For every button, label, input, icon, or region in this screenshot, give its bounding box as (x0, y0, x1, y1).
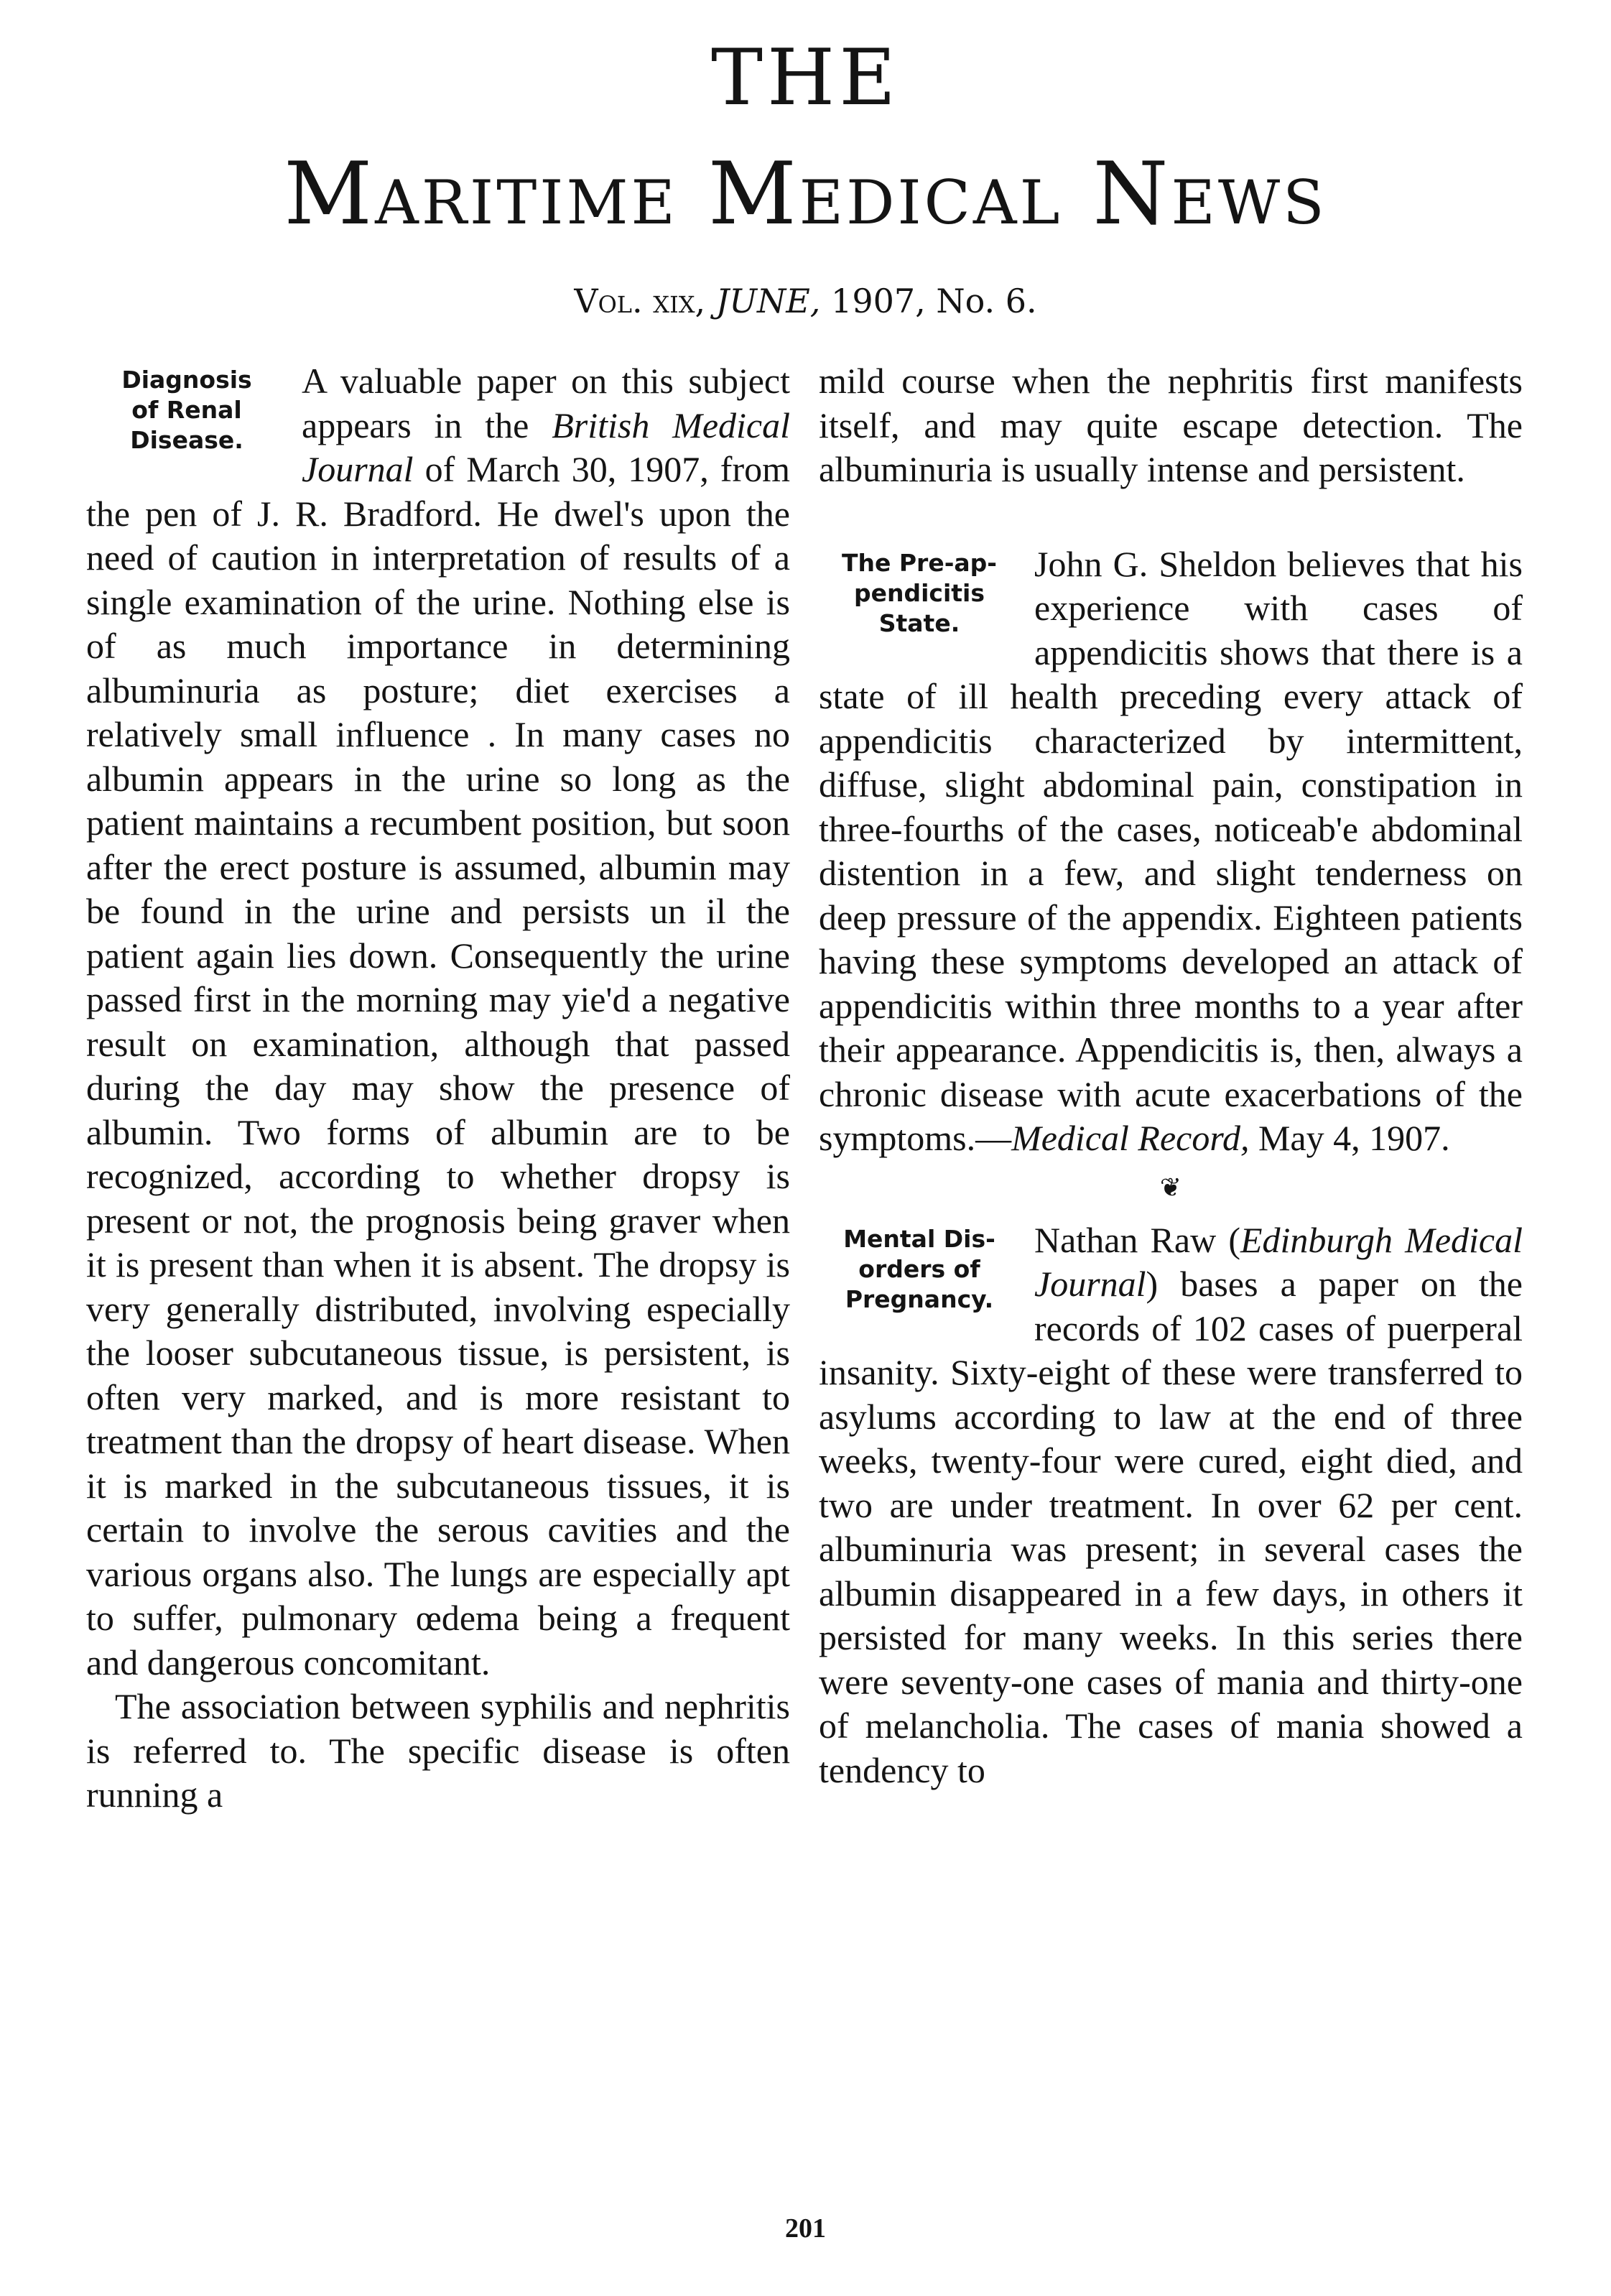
renal-paragraph-1 (86, 359, 790, 1685)
article-renal-continued (819, 359, 1523, 492)
issue-month: JUNE, (715, 282, 821, 320)
sidehead-line: Mental Dis- (843, 1224, 995, 1253)
issue-number: No. 6. (936, 282, 1037, 320)
page-number: 201 (785, 2213, 826, 2244)
right-column (819, 359, 1523, 1792)
article-pre-appendicitis (819, 542, 1523, 1161)
sidehead-renal-disease (86, 365, 287, 455)
sidehead-line: Disease. (130, 426, 243, 454)
appendicitis-source: Medical Record, (1011, 1118, 1250, 1158)
left-column (86, 359, 790, 1818)
issue-year: 1907, (831, 282, 926, 320)
renal-journal-title: British Medical Journal (302, 404, 790, 489)
fleuron-ornament: ❦ (1159, 1172, 1182, 1203)
sidehead-mental-disorders (819, 1224, 1020, 1315)
pregnancy-journal-title: Edinburgh Medical Journal (1034, 1219, 1523, 1304)
appendicitis-text: John G. Sheldon believes that his experience with cases of appendicitis shows that there is a state of ill health preceding every attack of appendicitis characterized by intermittent, diffuse, slight abdominal pain, constipation in three-fourths of the cases, noticeab'e abdominal distention in a few, and slight tenderness on deep pressure of the appendix. Eighteen patients having these symptoms developed an attack of appendicitis within three months to a year after their appearance. Appendicitis is, then, always a chronic disease with acute exacerbations of the symptoms.— (819, 543, 1523, 1158)
sidehead-line: orders of (858, 1254, 980, 1283)
sidehead-line: The Pre-ap- (842, 548, 997, 577)
masthead-title: Maritime Medical News (284, 144, 1327, 244)
pregnancy-author: Nathan Raw ( (1034, 1219, 1240, 1260)
article-renal-disease (86, 359, 790, 1818)
pregnancy-text: ) bases a paper on the records of 102 cases of puerperal insanity. Sixty-eight of these were transferred to asylums according to law at the end of three weeks, twenty-four were cured, eight died, and two are under treatment. In over 62 per cent. albuminuria was present; in several cases the albumin disappeared in a few days, in others it persisted for many weeks. In this series there were seventy-one cases of mania and thirty-one of melancholia. The cases of mania showed a tendency to (819, 1264, 1523, 1790)
article-mental-disorders-pregnancy (819, 1218, 1523, 1793)
sidehead-line: Pregnancy. (845, 1284, 994, 1313)
renal-text-a: A valuable paper on this subject appears in the (302, 361, 790, 445)
masthead-the: THE (710, 33, 901, 123)
sidehead-line: Diagnosis (121, 366, 252, 394)
issue-volume: Vol. xix, (574, 282, 706, 320)
sidehead-pre-appendicitis (819, 548, 1020, 639)
appendicitis-date: May 4, 1907. (1249, 1118, 1450, 1158)
sidehead-line: State. (878, 608, 960, 637)
renal-text-b: of March 30, 1907, from the pen of J. R. Bradford. He dwel's upon the need of caution in interpretation of results of a single examination of the urine. Nothing else is of as much importance in determining albuminuria as posture; diet exercises a relatively small influence . In many cases no albumin appears in the urine so long as the patient maintains a recumbent position, but soon after the erect posture is assumed, albumin may be found in the urine and persists un il the patient again lies down. Consequently the urine passed first in the morning may yie'd a negative result on examination, although that passed during the day may show the presence of albumin. Two forms of albumin are to be recognized, according to whether dropsy is present or not, the prognosis being graver when it is present than when it is absent. The dropsy is very generally distributed, involving especially the looser subcutaneous tissue, is persistent, is often very marked, and is more resistant to treatment than the dropsy of heart disease. When it is marked in the subcutaneous tissues, it is certain to involve the serous cavities and the various organs also. The lungs are especially apt to suffer, pulmonary œdema being a frequent and dangerous concomitant. (86, 449, 790, 1682)
article-spacer (819, 492, 1523, 542)
sidehead-line: of Renal (131, 396, 242, 424)
renal-paragraph-2: The association between syphilis and nephritis is referred to. The specific disease is often running a (86, 1686, 790, 1815)
issue-line (0, 282, 1611, 321)
sidehead-line: pendicitis (853, 578, 985, 607)
renal-paragraph-3: mild course when the nephritis first manifests itself, and may quite escape detection. The albuminuria is usually intense and persistent. (819, 361, 1523, 489)
